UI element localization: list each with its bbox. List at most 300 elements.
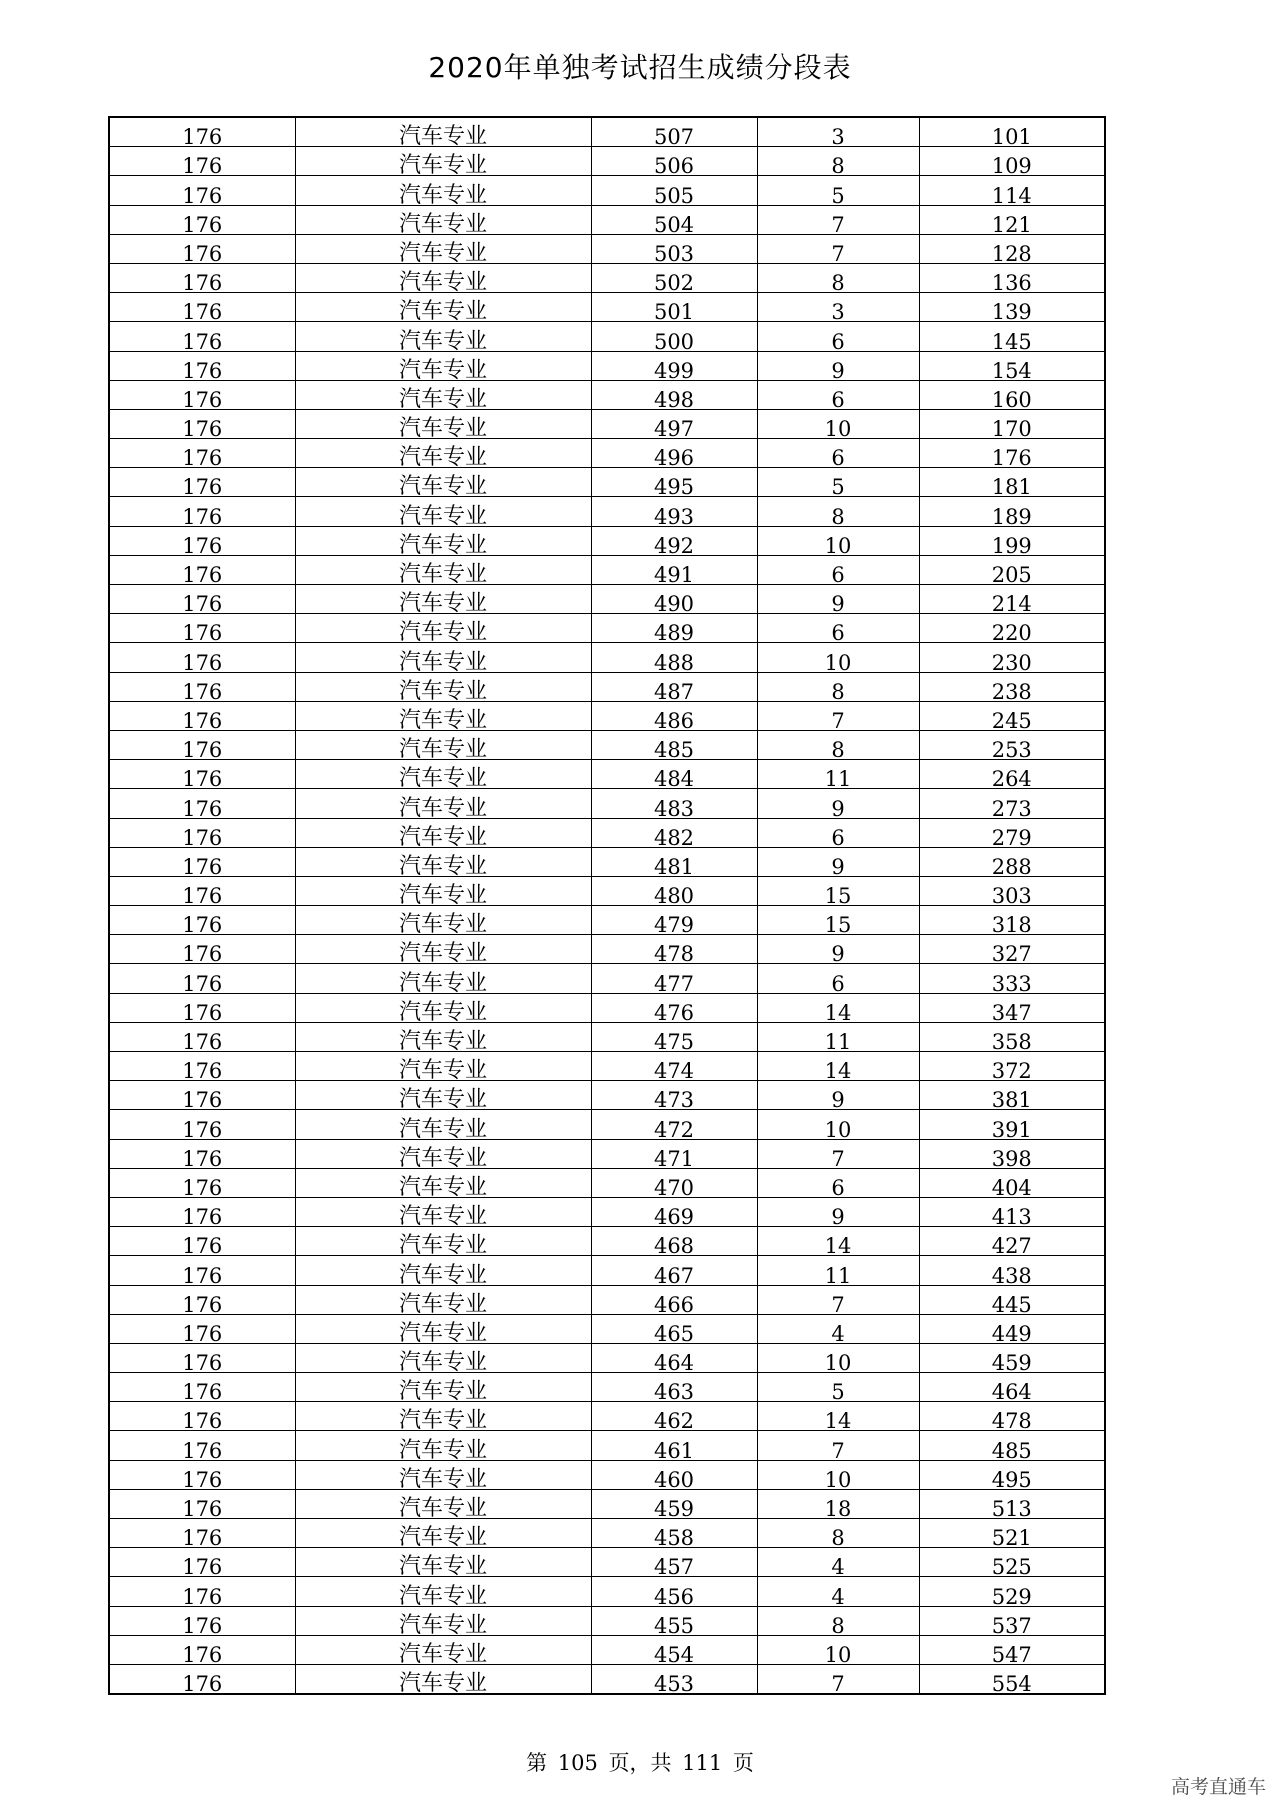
- count-cell-text: 10: [824, 1642, 852, 1667]
- category-code-cell: [109, 409, 295, 442]
- major-cell: [295, 935, 591, 967]
- major-cell: [295, 1489, 591, 1521]
- count-cell-text: 5: [831, 475, 845, 500]
- major-cell: [295, 526, 591, 558]
- major-cell: [295, 380, 591, 412]
- count-cell: [757, 1577, 919, 1609]
- count-cell-text: 7: [831, 1438, 845, 1463]
- category-code-cell: [109, 1548, 295, 1580]
- major-cell: [295, 234, 591, 266]
- score-cell: [591, 1343, 757, 1376]
- score-cell-text: 496: [653, 446, 695, 471]
- cumulative-cell: [919, 1256, 1105, 1288]
- score-cell-text: 501: [653, 300, 695, 325]
- score-cell-text: 503: [653, 241, 695, 266]
- count-cell-text: 6: [831, 387, 845, 412]
- major-cell-text: 汽车专业: [398, 562, 487, 587]
- score-cell-text: 453: [653, 1672, 695, 1697]
- score-cell: [591, 1519, 757, 1551]
- cumulative-cell-text: 391: [991, 1117, 1032, 1142]
- count-cell: [757, 701, 919, 733]
- count-cell-text: 15: [824, 884, 852, 909]
- score-cell-text: 470: [653, 1175, 695, 1200]
- cumulative-cell-text: 199: [991, 533, 1032, 558]
- count-cell-text: 7: [831, 1146, 845, 1171]
- major-cell: [295, 876, 591, 909]
- table-row: [109, 1081, 1105, 1110]
- count-cell-text: 10: [824, 1117, 852, 1142]
- score-cell: [591, 1635, 757, 1667]
- table-row: [109, 1460, 1105, 1489]
- major-cell-text: 汽车专业: [398, 707, 487, 733]
- cumulative-cell-text: 427: [991, 1234, 1032, 1259]
- table-row: [109, 526, 1105, 555]
- major-cell-text: 汽车专业: [398, 270, 487, 296]
- category-code-cell: [109, 964, 295, 996]
- table-row: [109, 1197, 1105, 1226]
- count-cell: [757, 906, 919, 938]
- table-row: [109, 1519, 1105, 1548]
- table-row: [109, 1285, 1105, 1314]
- score-cell-text: 476: [653, 1000, 695, 1025]
- major-cell-text: 汽车专业: [398, 1291, 487, 1317]
- category-code-cell-text: 176: [182, 446, 223, 471]
- category-code-cell: [109, 1373, 295, 1405]
- cumulative-cell-text: 230: [991, 650, 1032, 675]
- major-cell-text: 汽车专业: [398, 532, 487, 558]
- major-cell-text: 汽车专业: [398, 999, 487, 1025]
- category-code-cell: [109, 1402, 295, 1434]
- major-cell-text: 汽车专业: [398, 474, 487, 500]
- count-cell-text: 9: [831, 592, 845, 617]
- cumulative-cell-text: 114: [991, 183, 1032, 208]
- count-cell-text: 9: [831, 1205, 845, 1230]
- major-cell: [295, 1431, 591, 1463]
- count-cell: [757, 614, 919, 646]
- score-cell: [591, 176, 757, 208]
- major-cell-text: 汽车专业: [398, 1496, 487, 1521]
- major-cell-text: 汽车专业: [398, 1554, 487, 1580]
- count-cell-text: 8: [831, 271, 845, 296]
- major-cell-text: 汽车专业: [398, 1087, 487, 1113]
- count-cell: [757, 1110, 919, 1142]
- count-cell: [757, 1664, 919, 1697]
- table-row: [109, 876, 1105, 905]
- count-cell: [757, 1606, 919, 1638]
- category-code-cell: [109, 117, 295, 150]
- score-cell-text: 454: [653, 1642, 695, 1667]
- major-cell: [295, 993, 591, 1025]
- score-cell: [591, 205, 757, 237]
- major-cell-text: 汽车专业: [398, 1058, 487, 1084]
- category-code-cell-text: 176: [182, 1497, 223, 1521]
- category-code-cell-text: 176: [182, 738, 223, 763]
- table-row: [109, 1664, 1105, 1694]
- category-code-cell: [109, 1635, 295, 1667]
- major-cell: [295, 760, 591, 792]
- category-code-cell-text: 176: [182, 183, 223, 208]
- count-cell: [757, 789, 919, 821]
- category-code-cell: [109, 1314, 295, 1346]
- category-code-cell-text: 176: [182, 533, 223, 558]
- score-cell: [591, 614, 757, 646]
- cumulative-cell-text: 413: [991, 1205, 1032, 1230]
- cumulative-cell: [919, 1431, 1105, 1463]
- major-cell-text: 汽车专业: [398, 1466, 487, 1492]
- category-code-cell: [109, 234, 295, 266]
- count-cell: [757, 1548, 919, 1580]
- cumulative-cell-text: 358: [991, 1030, 1032, 1054]
- cumulative-cell: [919, 789, 1105, 821]
- category-code-cell: [109, 643, 295, 675]
- cumulative-cell-text: 438: [991, 1263, 1032, 1288]
- major-cell: [295, 789, 591, 821]
- major-cell-text: 汽车专业: [398, 1233, 487, 1259]
- major-cell: [295, 1519, 591, 1551]
- score-cell-text: 464: [653, 1351, 695, 1376]
- table-row: [109, 585, 1105, 614]
- major-cell: [295, 555, 591, 587]
- table-row: [109, 1052, 1105, 1081]
- category-code-cell: [109, 1577, 295, 1609]
- score-cell: [591, 730, 757, 763]
- table-row: [109, 847, 1105, 876]
- score-cell: [591, 1110, 757, 1142]
- table-row: [109, 555, 1105, 584]
- category-code-cell-text: 176: [182, 1672, 223, 1697]
- cumulative-cell: [919, 1168, 1105, 1200]
- category-code-cell: [109, 1052, 295, 1084]
- category-code-cell: [109, 1227, 295, 1259]
- category-code-cell: [109, 205, 295, 237]
- count-cell-text: 11: [824, 1030, 852, 1054]
- score-distribution-table: [108, 116, 1106, 1695]
- table-row: [109, 964, 1105, 993]
- score-cell-text: 498: [653, 387, 695, 412]
- score-cell: [591, 1402, 757, 1434]
- cumulative-cell-text: 445: [991, 1292, 1032, 1317]
- major-cell-text: 汽车专业: [398, 620, 487, 646]
- major-cell-text: 汽车专业: [398, 503, 487, 529]
- major-cell-text: 汽车专业: [398, 328, 487, 354]
- count-cell: [757, 1489, 919, 1521]
- table-row: [109, 234, 1105, 263]
- major-cell: [295, 322, 591, 354]
- score-cell-text: 471: [653, 1146, 695, 1171]
- cumulative-cell-text: 449: [991, 1321, 1032, 1346]
- major-cell: [295, 585, 591, 617]
- cumulative-cell: [919, 380, 1105, 412]
- cumulative-cell: [919, 1343, 1105, 1376]
- category-code-cell-text: 176: [182, 1351, 223, 1376]
- cumulative-cell: [919, 1197, 1105, 1230]
- score-cell: [591, 935, 757, 967]
- score-cell: [591, 322, 757, 354]
- major-cell-text: 汽车专业: [398, 1437, 487, 1463]
- table-row: [109, 1431, 1105, 1460]
- count-cell: [757, 1081, 919, 1113]
- page-title: 2020年单独考试招生成绩分段表: [428, 51, 852, 84]
- score-cell: [591, 1606, 757, 1638]
- count-cell: [757, 176, 919, 208]
- score-cell: [591, 1168, 757, 1200]
- category-code-cell-text: 176: [182, 592, 223, 617]
- count-cell-text: 15: [824, 913, 852, 938]
- major-cell: [295, 1168, 591, 1200]
- category-code-cell: [109, 1519, 295, 1551]
- table-row: [109, 1489, 1105, 1518]
- score-cell: [591, 555, 757, 587]
- score-cell: [591, 847, 757, 879]
- major-cell-text: 汽车专业: [398, 416, 487, 442]
- score-cell-text: 459: [653, 1497, 695, 1521]
- major-cell: [295, 1635, 591, 1667]
- score-cell-text: 486: [653, 708, 695, 733]
- score-cell: [591, 1081, 757, 1113]
- score-cell-text: 484: [653, 767, 695, 792]
- category-code-cell: [109, 993, 295, 1025]
- cumulative-cell: [919, 1402, 1105, 1434]
- major-cell: [295, 906, 591, 938]
- category-code-cell-text: 176: [182, 1146, 223, 1171]
- count-cell-text: 9: [831, 796, 845, 821]
- count-cell-text: 14: [824, 1059, 852, 1084]
- cumulative-cell: [919, 1285, 1105, 1317]
- cumulative-cell: [919, 205, 1105, 237]
- category-code-cell: [109, 1139, 295, 1171]
- cumulative-cell: [919, 147, 1105, 179]
- cumulative-cell-text: 238: [991, 679, 1032, 704]
- count-cell-text: 10: [824, 417, 852, 442]
- category-code-cell: [109, 1431, 295, 1463]
- cumulative-cell-text: 273: [991, 796, 1032, 821]
- category-code-cell-text: 176: [182, 767, 223, 792]
- cumulative-cell-text: 398: [991, 1146, 1032, 1171]
- count-cell-text: 6: [831, 329, 845, 354]
- major-cell: [295, 964, 591, 996]
- major-cell: [295, 263, 591, 296]
- category-code-cell-text: 176: [182, 1088, 223, 1113]
- major-cell-text: 汽车专业: [398, 445, 487, 471]
- score-cell-text: 473: [653, 1088, 695, 1113]
- count-cell-text: 8: [831, 738, 845, 763]
- score-cell-text: 463: [653, 1380, 695, 1405]
- score-cell: [591, 1314, 757, 1346]
- count-cell: [757, 1197, 919, 1230]
- major-cell-text: 汽车专业: [398, 883, 487, 909]
- category-code-cell-text: 176: [182, 621, 223, 646]
- table-row: [109, 1577, 1105, 1606]
- cumulative-cell-text: 176: [991, 446, 1032, 471]
- cumulative-cell-text: 288: [991, 854, 1032, 879]
- category-code-cell-text: 176: [182, 387, 223, 412]
- score-cell: [591, 409, 757, 442]
- category-code-cell: [109, 1460, 295, 1492]
- cumulative-cell: [919, 322, 1105, 354]
- table-row: [109, 1139, 1105, 1168]
- score-cell-text: 499: [653, 358, 695, 383]
- score-cell: [591, 1022, 757, 1054]
- major-cell: [295, 1110, 591, 1142]
- cumulative-cell-text: 160: [991, 387, 1032, 412]
- count-cell: [757, 117, 919, 150]
- cumulative-cell-text: 495: [991, 1467, 1032, 1492]
- major-cell: [295, 1548, 591, 1580]
- count-cell-text: 4: [831, 1555, 845, 1580]
- category-code-cell-text: 176: [182, 300, 223, 325]
- count-cell-text: 14: [824, 1234, 852, 1259]
- major-cell-text: 汽车专业: [398, 1174, 487, 1200]
- table-row: [109, 497, 1105, 526]
- major-cell-text: 汽车专业: [398, 1379, 487, 1405]
- count-cell: [757, 1139, 919, 1171]
- cumulative-cell-text: 525: [991, 1555, 1032, 1580]
- category-code-cell: [109, 380, 295, 412]
- count-cell-text: 6: [831, 971, 845, 996]
- major-cell: [295, 1664, 591, 1697]
- score-cell-text: 483: [653, 796, 695, 821]
- count-cell-text: 8: [831, 504, 845, 529]
- score-cell-text: 502: [653, 271, 695, 296]
- major-cell-text: 汽车专业: [398, 912, 487, 938]
- count-cell-text: 11: [824, 767, 852, 792]
- count-cell: [757, 1285, 919, 1317]
- score-cell-text: 490: [653, 592, 695, 617]
- count-cell-text: 14: [824, 1409, 852, 1434]
- table-row: [109, 1314, 1105, 1343]
- count-cell-text: 4: [831, 1584, 845, 1609]
- count-cell: [757, 964, 919, 996]
- score-cell-text: 478: [653, 942, 695, 967]
- cumulative-cell: [919, 1606, 1105, 1638]
- major-cell: [295, 176, 591, 208]
- count-cell: [757, 1431, 919, 1463]
- cumulative-cell-text: 513: [991, 1497, 1032, 1521]
- cumulative-cell-text: 128: [991, 241, 1032, 266]
- cumulative-cell: [919, 760, 1105, 792]
- score-cell-text: 455: [653, 1613, 695, 1638]
- score-cell: [591, 1548, 757, 1580]
- category-code-cell-text: 176: [182, 358, 223, 383]
- count-cell-text: 8: [831, 679, 845, 704]
- table-row: [109, 1548, 1105, 1577]
- table-row: [109, 263, 1105, 292]
- major-cell: [295, 1052, 591, 1084]
- category-code-cell: [109, 1197, 295, 1230]
- cumulative-cell: [919, 263, 1105, 296]
- count-cell-text: 6: [831, 825, 845, 850]
- cumulative-cell: [919, 1548, 1105, 1580]
- category-code-cell-text: 176: [182, 271, 223, 296]
- cumulative-cell: [919, 1081, 1105, 1113]
- cumulative-cell-text: 404: [991, 1175, 1032, 1200]
- count-cell-text: 6: [831, 621, 845, 646]
- table-row: [109, 147, 1105, 176]
- category-code-cell: [109, 760, 295, 792]
- category-code-cell: [109, 818, 295, 850]
- table-row: [109, 701, 1105, 730]
- score-cell-text: 465: [653, 1321, 695, 1346]
- page-number: 第 105 页，共 111 页: [526, 1751, 754, 1775]
- count-cell: [757, 760, 919, 792]
- cumulative-cell-text: 529: [991, 1584, 1032, 1609]
- cumulative-cell: [919, 1489, 1105, 1521]
- score-cell-text: 457: [653, 1555, 695, 1580]
- cumulative-cell-text: 537: [991, 1613, 1032, 1638]
- major-cell-text: 汽车专业: [398, 1408, 487, 1434]
- category-code-cell: [109, 293, 295, 325]
- count-cell-text: 8: [831, 154, 845, 179]
- score-cell: [591, 906, 757, 938]
- major-cell-text: 汽车专业: [398, 299, 487, 325]
- category-code-cell-text: 176: [182, 1234, 223, 1259]
- major-cell: [295, 1197, 591, 1230]
- cumulative-cell: [919, 234, 1105, 266]
- major-cell-text: 汽车专业: [398, 386, 487, 412]
- cumulative-cell: [919, 555, 1105, 587]
- cumulative-cell-text: 318: [991, 913, 1032, 938]
- cumulative-cell: [919, 497, 1105, 529]
- category-code-cell-text: 176: [182, 825, 223, 850]
- category-code-cell-text: 176: [182, 1321, 223, 1346]
- major-cell-text: 汽车专业: [398, 766, 487, 792]
- category-code-cell: [109, 935, 295, 967]
- count-cell: [757, 1402, 919, 1434]
- category-code-cell-text: 176: [182, 884, 223, 909]
- major-cell: [295, 1227, 591, 1259]
- major-cell: [295, 468, 591, 500]
- major-cell: [295, 1022, 591, 1054]
- category-code-cell: [109, 701, 295, 733]
- table-row: [109, 614, 1105, 643]
- cumulative-cell-text: 214: [991, 592, 1032, 617]
- score-cell: [591, 351, 757, 383]
- table-row: [109, 906, 1105, 935]
- cumulative-cell: [919, 1460, 1105, 1492]
- major-cell-text: 汽车专业: [398, 182, 487, 208]
- cumulative-cell-text: 485: [991, 1438, 1032, 1463]
- score-cell-text: 462: [653, 1409, 695, 1434]
- cumulative-cell-text: 220: [991, 621, 1032, 646]
- count-cell: [757, 468, 919, 500]
- table-row: [109, 117, 1105, 147]
- count-cell: [757, 205, 919, 237]
- cumulative-cell: [919, 293, 1105, 325]
- score-cell-text: 460: [653, 1467, 695, 1492]
- category-code-cell-text: 176: [182, 1292, 223, 1317]
- major-cell: [295, 1314, 591, 1346]
- count-cell: [757, 351, 919, 383]
- count-cell: [757, 380, 919, 412]
- major-cell-text: 汽车专业: [398, 1204, 487, 1230]
- score-cell-text: 469: [653, 1205, 695, 1230]
- count-cell: [757, 935, 919, 967]
- cumulative-cell: [919, 1373, 1105, 1405]
- category-code-cell-text: 176: [182, 1030, 223, 1054]
- count-cell: [757, 1314, 919, 1346]
- major-cell-text: 汽车专业: [398, 1612, 487, 1638]
- table-row: [109, 1227, 1105, 1256]
- count-cell-text: 10: [824, 650, 852, 675]
- category-code-cell-text: 176: [182, 708, 223, 733]
- table-row: [109, 439, 1105, 468]
- count-cell-text: 8: [831, 1613, 845, 1638]
- category-code-cell-text: 176: [182, 679, 223, 704]
- cumulative-cell: [919, 643, 1105, 675]
- count-cell: [757, 1022, 919, 1054]
- category-code-cell-text: 176: [182, 1526, 223, 1551]
- cumulative-cell: [919, 672, 1105, 704]
